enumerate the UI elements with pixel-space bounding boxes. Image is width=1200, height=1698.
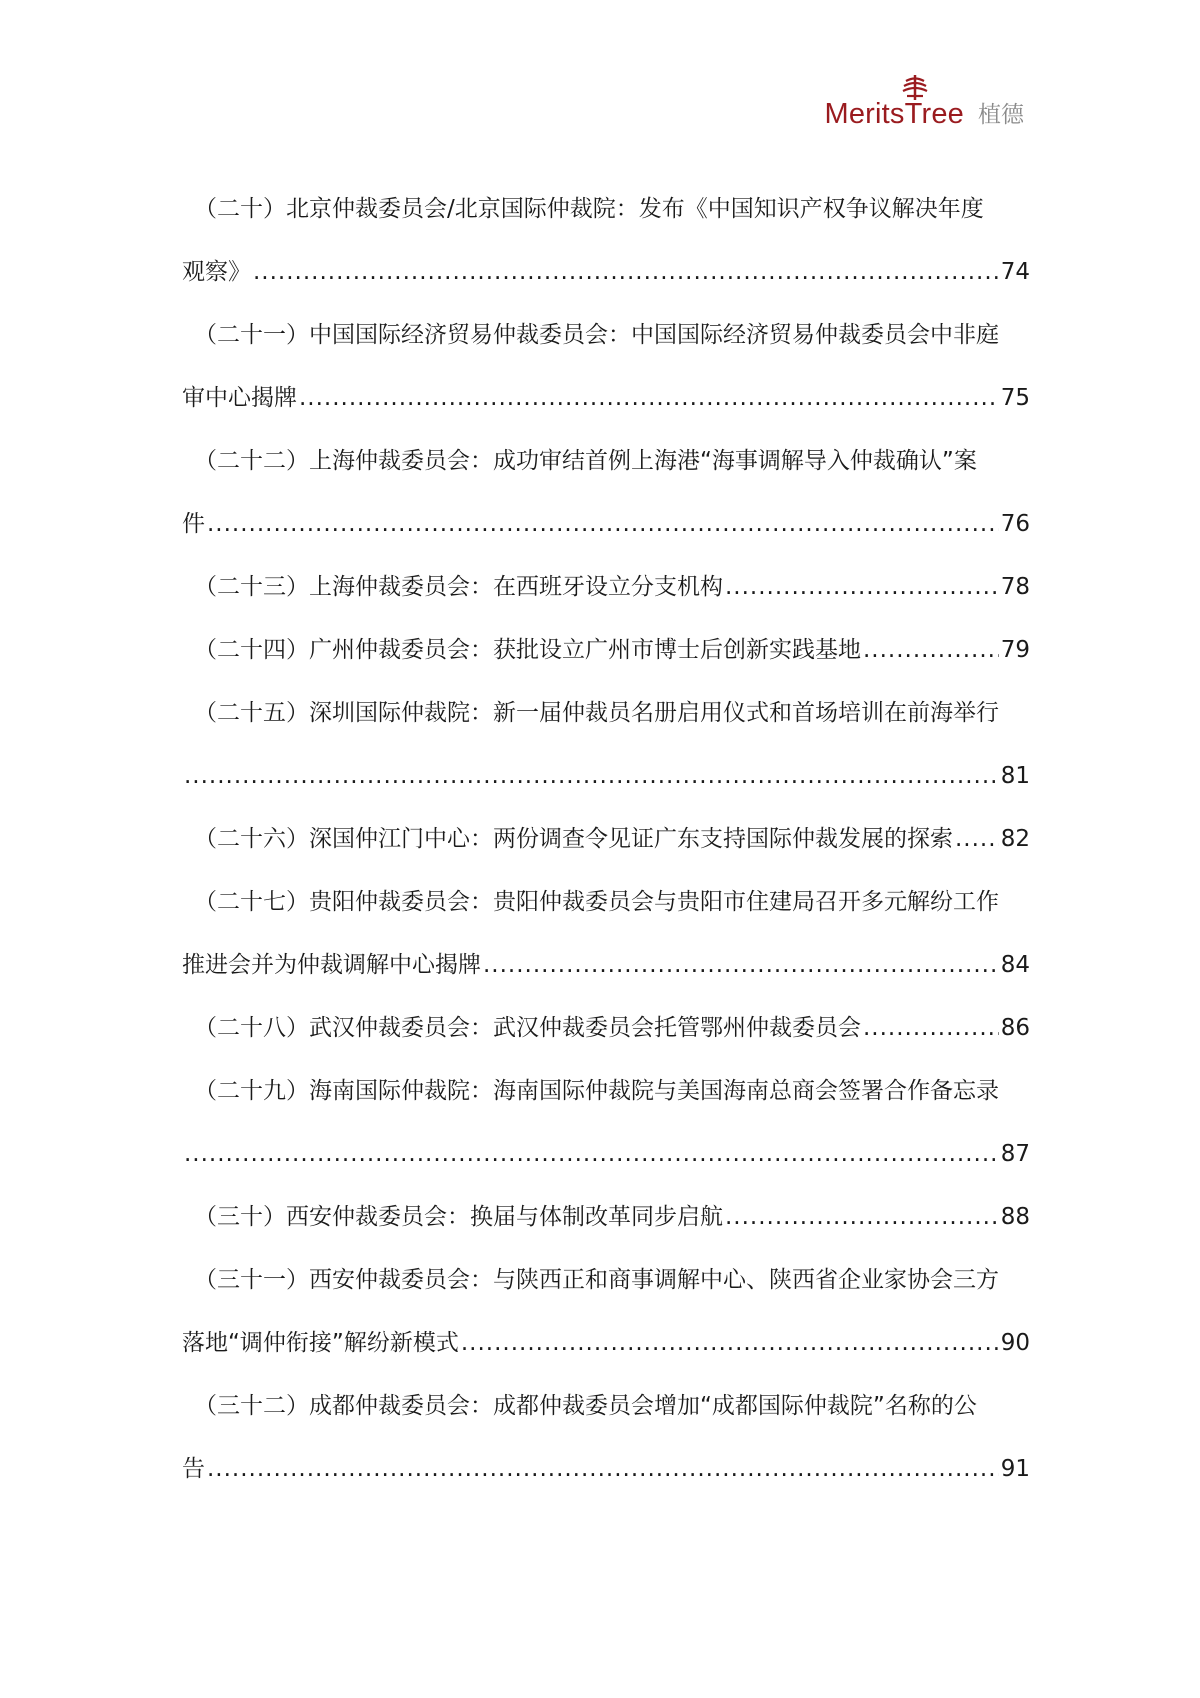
toc-dot-leader bbox=[253, 241, 999, 304]
toc-dot-leader bbox=[207, 1438, 999, 1501]
toc-entry-line bbox=[182, 178, 1030, 241]
toc-entry-text: 告 bbox=[182, 1456, 205, 1482]
toc-entry[interactable] bbox=[182, 1060, 1030, 1186]
logo-wordmark-right: Tree bbox=[904, 98, 964, 130]
logo-wordmark bbox=[824, 100, 964, 129]
tree-icon bbox=[901, 74, 929, 100]
toc-entry[interactable] bbox=[182, 304, 1030, 430]
toc-entry-line bbox=[182, 997, 1030, 1060]
toc-dot-leader bbox=[725, 556, 999, 619]
toc-entry-line bbox=[182, 1312, 1030, 1375]
toc-dot-leader bbox=[863, 997, 999, 1060]
toc-dot-leader bbox=[184, 1123, 999, 1186]
toc-entry-line bbox=[182, 1249, 1030, 1312]
toc-entry-text: （二十）北京仲裁委员会/北京国际仲裁院：发布《中国知识产权争议解决年度 bbox=[194, 196, 984, 222]
toc-entry-line bbox=[182, 808, 1030, 871]
toc-entry-text: 件 bbox=[182, 511, 205, 537]
toc-entry-text: （三十）西安仲裁委员会：换届与体制改革同步启航 bbox=[194, 1204, 723, 1230]
toc-page-number: 91 bbox=[1000, 1456, 1030, 1482]
toc-entry-text: （二十九）海南国际仲裁院：海南国际仲裁院与美国海南总商会签署合作备忘录 bbox=[194, 1078, 999, 1104]
toc-page-number: 81 bbox=[1000, 763, 1030, 789]
toc-page-number: 88 bbox=[1000, 1204, 1030, 1230]
toc-page-number: 78 bbox=[1000, 574, 1030, 600]
toc-entry-text: （三十一）西安仲裁委员会：与陕西正和商事调解中心、陕西省企业家协会三方 bbox=[194, 1267, 999, 1293]
toc-entry-line bbox=[182, 745, 1030, 808]
toc-entry[interactable] bbox=[182, 871, 1030, 997]
toc-entry-text: （二十三）上海仲裁委员会：在西班牙设立分支机构 bbox=[194, 574, 723, 600]
toc-entry[interactable] bbox=[182, 997, 1030, 1060]
toc-entry-text: 落地“调仲衔接”解纷新模式 bbox=[182, 1330, 459, 1356]
toc-entry-line bbox=[182, 493, 1030, 556]
toc-dot-leader bbox=[299, 367, 999, 430]
toc-page-number: 84 bbox=[1000, 952, 1030, 978]
toc-page-number: 76 bbox=[1000, 511, 1030, 537]
toc-entry[interactable] bbox=[182, 556, 1030, 619]
toc-entry[interactable] bbox=[182, 178, 1030, 304]
toc-entry[interactable] bbox=[182, 619, 1030, 682]
toc-entry-line bbox=[182, 1375, 1030, 1438]
toc-entry-line bbox=[182, 1123, 1030, 1186]
toc-dot-leader bbox=[184, 745, 999, 808]
toc-page-number: 90 bbox=[1000, 1330, 1030, 1356]
toc-entry-line bbox=[182, 367, 1030, 430]
table-of-contents bbox=[182, 178, 1030, 1501]
toc-page-number: 79 bbox=[1000, 637, 1030, 663]
toc-dot-leader bbox=[955, 808, 999, 871]
toc-page-number: 82 bbox=[1000, 826, 1030, 852]
toc-entry-line bbox=[182, 871, 1030, 934]
toc-entry-text: 审中心揭牌 bbox=[182, 385, 297, 411]
toc-entry-line bbox=[182, 1186, 1030, 1249]
toc-entry-text: （二十五）深圳国际仲裁院：新一届仲裁员名册启用仪式和首场培训在前海举行 bbox=[194, 700, 999, 726]
toc-entry-line bbox=[182, 1060, 1030, 1123]
toc-entry[interactable] bbox=[182, 430, 1030, 556]
toc-entry-text: （二十八）武汉仲裁委员会：武汉仲裁委员会托管鄂州仲裁委员会 bbox=[194, 1015, 861, 1041]
logo-wordmark-left: Merits bbox=[824, 98, 905, 130]
toc-entry[interactable] bbox=[182, 1249, 1030, 1375]
toc-dot-leader bbox=[725, 1186, 999, 1249]
toc-dot-leader bbox=[207, 493, 999, 556]
logo-chinese-name: 植德 bbox=[978, 102, 1024, 128]
merits-tree-logo bbox=[824, 100, 1024, 129]
toc-entry-line bbox=[182, 934, 1030, 997]
toc-dot-leader bbox=[461, 1312, 999, 1375]
toc-dot-leader bbox=[483, 934, 999, 997]
toc-entry-text: 观察》 bbox=[182, 259, 251, 285]
toc-entry-line bbox=[182, 556, 1030, 619]
toc-entry-text: （二十一）中国国际经济贸易仲裁委员会：中国国际经济贸易仲裁委员会中非庭 bbox=[194, 322, 999, 348]
toc-entry[interactable] bbox=[182, 1186, 1030, 1249]
toc-entry-text: （二十二）上海仲裁委员会：成功审结首例上海港“海事调解导入仲裁确认”案 bbox=[194, 448, 977, 474]
toc-dot-leader bbox=[863, 619, 999, 682]
toc-entry-text: （二十七）贵阳仲裁委员会：贵阳仲裁委员会与贵阳市住建局召开多元解纷工作 bbox=[194, 889, 999, 915]
toc-page-number: 86 bbox=[1000, 1015, 1030, 1041]
toc-entry-line bbox=[182, 682, 1030, 745]
toc-entry[interactable] bbox=[182, 808, 1030, 871]
logo-tree-wrap bbox=[905, 100, 964, 129]
toc-entry-text: 推进会并为仲裁调解中心揭牌 bbox=[182, 952, 481, 978]
toc-entry-line bbox=[182, 619, 1030, 682]
toc-entry-text: （三十二）成都仲裁委员会：成都仲裁委员会增加“成都国际仲裁院”名称的公 bbox=[194, 1393, 977, 1419]
toc-entry-text: （二十六）深国仲江门中心：两份调查令见证广东支持国际仲裁发展的探索 bbox=[194, 826, 953, 852]
toc-entry[interactable] bbox=[182, 682, 1030, 808]
toc-page-number: 74 bbox=[1000, 259, 1030, 285]
toc-entry[interactable] bbox=[182, 1375, 1030, 1501]
toc-entry-line bbox=[182, 1438, 1030, 1501]
toc-entry-text: （二十四）广州仲裁委员会：获批设立广州市博士后创新实践基地 bbox=[194, 637, 861, 663]
toc-page-number: 75 bbox=[1000, 385, 1030, 411]
toc-page-number: 87 bbox=[1000, 1141, 1030, 1167]
toc-entry-line bbox=[182, 430, 1030, 493]
toc-entry-line bbox=[182, 304, 1030, 367]
toc-entry-line bbox=[182, 241, 1030, 304]
